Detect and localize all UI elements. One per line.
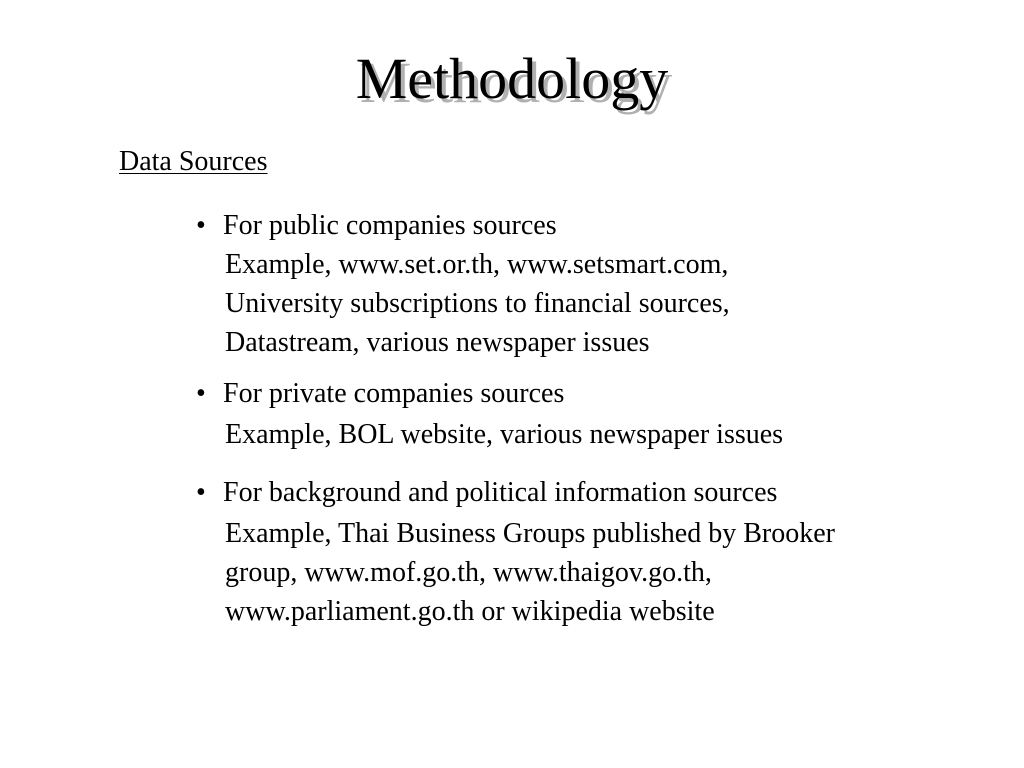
- bullet-heading: For private companies sources: [223, 378, 565, 409]
- bullet-heading-line: [196, 473, 835, 512]
- bullet-heading: For background and political information sources: [223, 477, 778, 508]
- bullet-detail-line: group, www.mof.go.th, www.thaigov.go.th,: [225, 557, 712, 588]
- bullet-detail-line: www.parliament.go.th or wikipedia website: [225, 596, 715, 627]
- bullet-dot-icon: •: [196, 210, 206, 241]
- bullet-detail-line: University subscriptions to financial sources,: [225, 288, 730, 319]
- bullet-public-companies: [196, 206, 730, 362]
- section-heading-data-sources: Data Sources: [119, 146, 268, 177]
- bullet-heading: For public companies sources: [223, 210, 557, 241]
- bullet-detail-line: Example, BOL website, various newspaper issues: [225, 419, 784, 450]
- bullet-background-political: [196, 473, 835, 631]
- bullet-dot-icon: •: [196, 378, 206, 409]
- bullet-heading-line: [196, 374, 783, 413]
- slide-title: Methodology: [355, 46, 669, 111]
- bullet-detail-line: Example, Thai Business Groups published by Brooker: [225, 518, 835, 549]
- bullet-private-companies: [196, 374, 783, 454]
- bullet-heading-line: [196, 206, 730, 245]
- bullet-dot-icon: •: [196, 477, 206, 508]
- bullet-detail-line: Example, www.set.or.th, www.setsmart.com,: [225, 249, 729, 280]
- bullet-detail-line: Datastream, various newspaper issues: [225, 327, 650, 358]
